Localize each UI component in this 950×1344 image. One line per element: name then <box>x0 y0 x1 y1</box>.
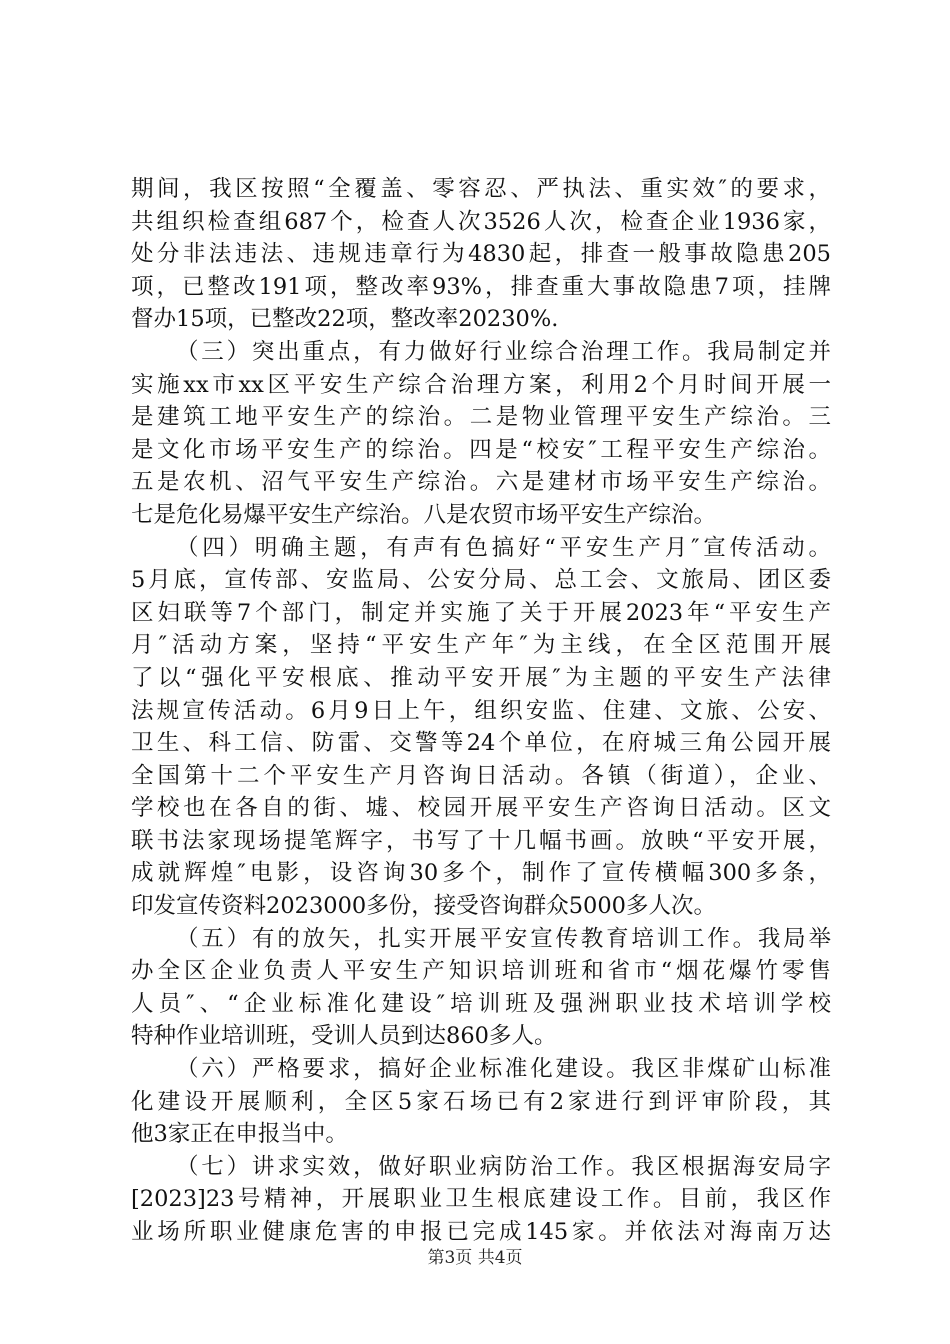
text-line: 区妇联等7个部门，制定并实施了关于开展2023年“平安生产 <box>131 599 831 626</box>
text-line: （四）明确主题，有声有色搞好“平安生产月″宣传活动。 <box>176 534 831 561</box>
text-line: 5月底，宣传部、安监局、公安分局、总工会、文旅局、团区委 <box>131 567 831 594</box>
text-line: 联书法家现场提笔辉字，书写了十几幅书画。放映“平安开展， <box>131 827 831 854</box>
text-line: （六）严格要求，搞好企业标准化建设。我区非煤矿山标准 <box>176 1056 831 1083</box>
text-line: 五是农机、沼气平安生产综治。六是建材市场平安生产综治。 <box>131 469 831 496</box>
text-line: 共组织检查组687个，检查人次3526人次，检查企业1936家， <box>131 208 831 235</box>
text-line: 学校也在各自的街、墟、校园开展平安生产咨询日活动。区文 <box>131 795 831 822</box>
text-line: 办全区企业负责人平安生产知识培训班和省市“烟花爆竹零售 <box>131 958 831 985</box>
page-footer: 第3页 共4页 <box>427 1248 523 1268</box>
text-line: 卫生、科工信、防雷、交警等24个单位，在府城三角公园开展 <box>131 730 831 757</box>
text-line: 业场所职业健康危害的申报已完成145家。并依法对海南万达 <box>131 1219 831 1245</box>
text-line: 处分非法违法、违规违章行为4830起，排查一般事故隐患205 <box>131 241 831 268</box>
text-line: 实施xx市xx区平安生产综合治理方案，利用2个月时间开展一 <box>131 371 831 398</box>
text-line: 人员″、“企业标准化建设″培训班及强洲职业技术培训学校 <box>131 990 831 1017</box>
text-line: 了以“强化平安根底、推动平安开展″为主题的平安生产法律 <box>131 664 831 691</box>
text-line: 月″活动方案，坚持“平安生产年″为主线，在全区范围开展 <box>131 632 831 659</box>
text-line: 化建设开展顺利，全区5家石场已有2家进行到评审阶段，其 <box>131 1088 831 1115</box>
text-line: [2023]23号精神，开展职业卫生根底建设工作。目前，我区作 <box>131 1186 831 1213</box>
body-text <box>131 173 831 1249</box>
text-line: 法规宣传活动。6月9日上午，组织安监、住建、文旅、公安、 <box>131 697 831 724</box>
text-line: 特种作业培训班，受训人员到达860多人。 <box>131 1023 557 1050</box>
text-line: （七）讲求实效，做好职业病防治工作。我区根据海安局字 <box>176 1153 831 1180</box>
text-line: 成就辉煌″电影，设咨询30多个，制作了宣传横幅300多条， <box>131 860 831 887</box>
text-line: 项，已整改191项，整改率93%，排查重大事故隐患7项，挂牌 <box>131 273 831 300</box>
text-line: 印发宣传资料2023000多份，接受咨询群众5000多人次。 <box>131 893 716 920</box>
text-line: （三）突出重点，有力做好行业综合治理工作。我局制定并 <box>176 338 831 365</box>
text-line: 他3家正在申报当中。 <box>131 1121 348 1148</box>
text-line: （五）有的放矢，扎实开展平安宣传教育培训工作。我局举 <box>176 925 831 952</box>
text-line: 七是危化易爆平安生产综治。八是农贸市场平安生产综治。 <box>131 501 717 528</box>
text-line: 是文化市场平安生产的综治。四是“校安″工程平安生产综治。 <box>131 436 831 463</box>
text-line: 全国第十二个平安生产月咨询日活动。各镇（街道），企业、 <box>131 762 831 789</box>
text-line: 期间，我区按照“全覆盖、零容忍、严执法、重实效″的要求， <box>131 176 831 202</box>
text-line: 督办15项，已整改22项，整改率20230%. <box>131 306 559 333</box>
text-line: 是建筑工地平安生产的综治。二是物业管理平安生产综治。三 <box>131 404 831 431</box>
